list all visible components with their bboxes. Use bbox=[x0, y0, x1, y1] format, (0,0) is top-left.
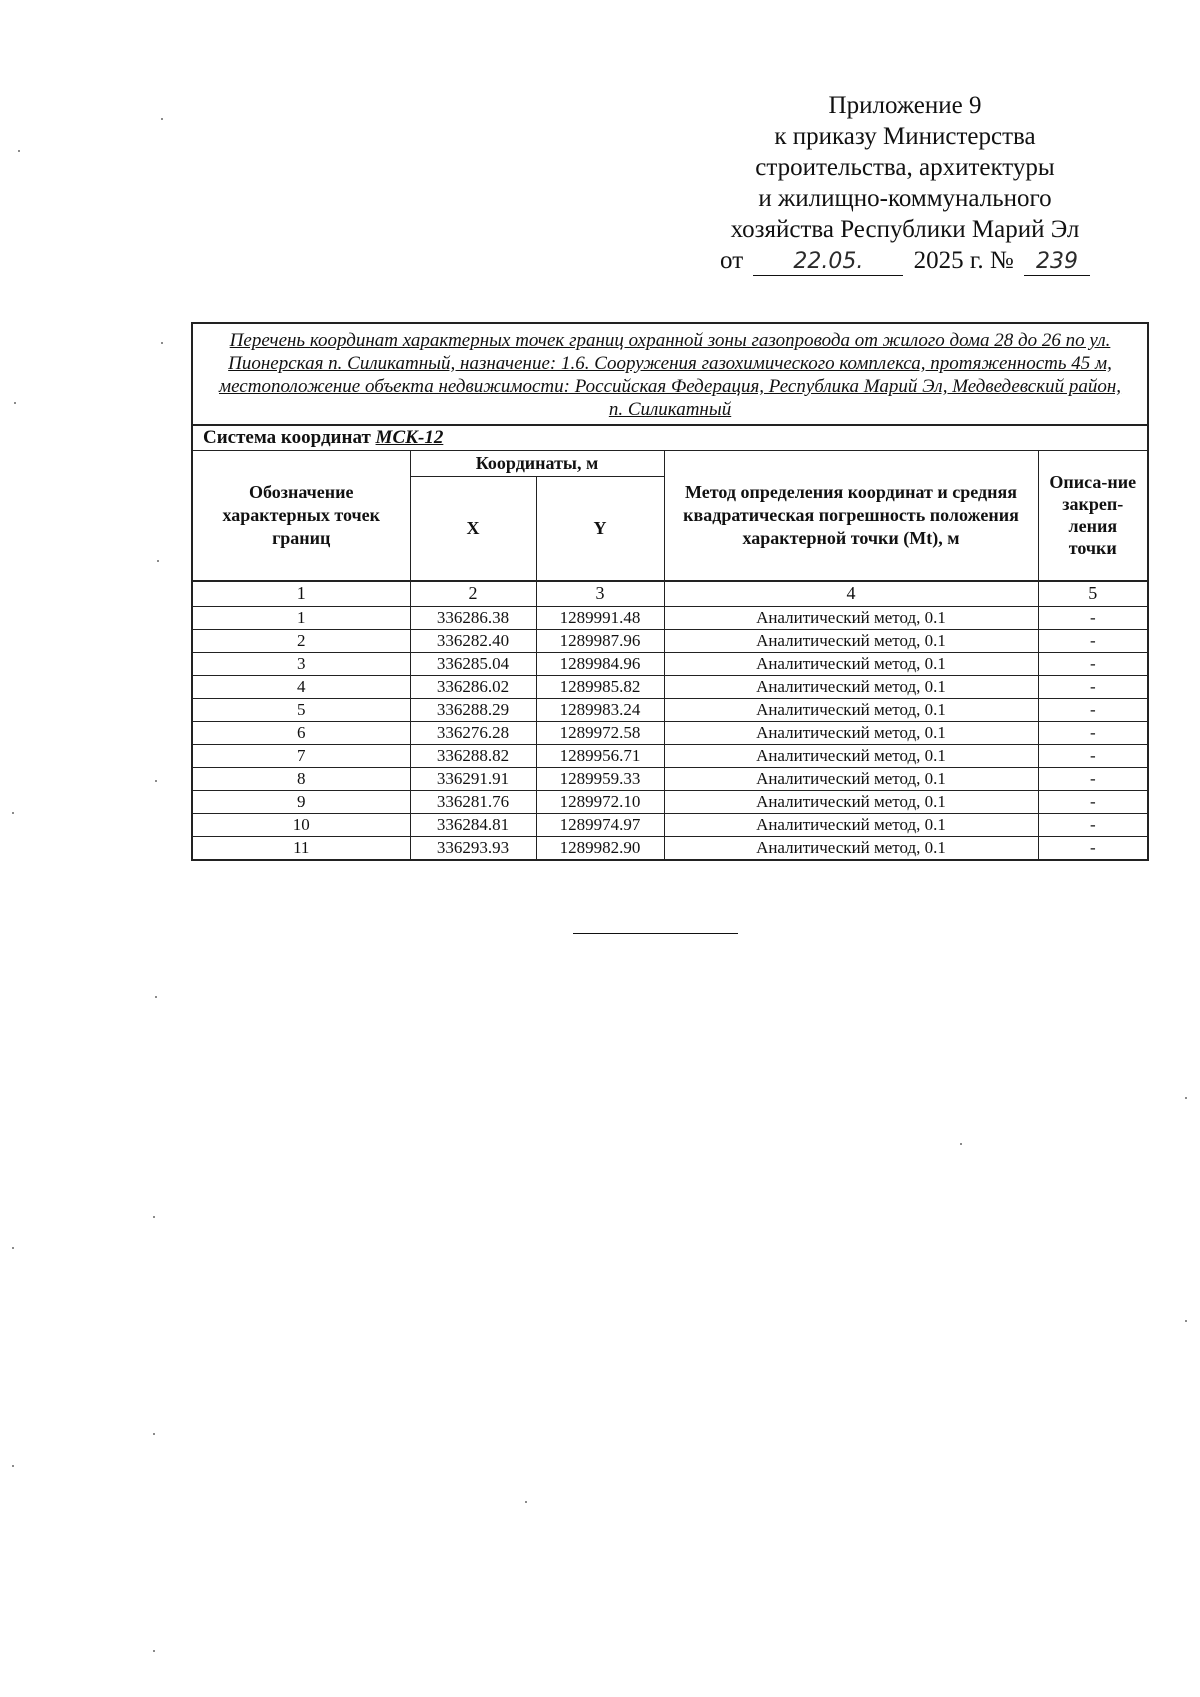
x-value: 336288.82 bbox=[410, 744, 536, 767]
column-number-row bbox=[192, 581, 1148, 607]
table-title: Перечень координат характерных точек границ охранной зоны газопровода от жилого дома 28 до 26 по ул. Пионерская п. Силикатный, назначение: 1.6. Сооружения газохимического комплекса, протяженность 45 м, местоположение объекта недвижимости: Российская Федерация, Республика Марий Эл, Медведевский район, п. Силикатный bbox=[192, 323, 1148, 425]
header-method: Метод определения координат и средняя квадратическая погрешность положения характерной точки (Mt), м bbox=[664, 451, 1038, 581]
coordinates-table-wrapper bbox=[191, 322, 1147, 861]
scan-speck bbox=[1185, 1320, 1187, 1322]
scan-speck bbox=[155, 996, 157, 998]
method-value: Аналитический метод, 0.1 bbox=[664, 698, 1038, 721]
scan-speck bbox=[12, 812, 14, 814]
y-value: 1289974.97 bbox=[536, 813, 664, 836]
table-row bbox=[192, 836, 1148, 860]
y-value: 1289983.24 bbox=[536, 698, 664, 721]
y-value: 1289991.48 bbox=[536, 606, 664, 629]
coordinate-system-value: МСК-12 bbox=[375, 427, 444, 448]
appendix-line-1: Приложение 9 bbox=[828, 92, 982, 119]
scan-speck bbox=[960, 1143, 962, 1145]
y-value: 1289959.33 bbox=[536, 767, 664, 790]
x-value: 336288.29 bbox=[410, 698, 536, 721]
appendix-line-2: к приказу Министерства bbox=[774, 123, 1036, 150]
method-value: Аналитический метод, 0.1 bbox=[664, 652, 1038, 675]
column-number: 5 bbox=[1038, 581, 1148, 607]
table-row bbox=[192, 744, 1148, 767]
description-value: - bbox=[1038, 790, 1148, 813]
x-value: 336282.40 bbox=[410, 629, 536, 652]
scan-speck bbox=[153, 1650, 155, 1652]
table-row bbox=[192, 675, 1148, 698]
x-value: 336281.76 bbox=[410, 790, 536, 813]
description-value: - bbox=[1038, 744, 1148, 767]
method-value: Аналитический метод, 0.1 bbox=[664, 790, 1038, 813]
scan-speck bbox=[161, 342, 163, 344]
description-value: - bbox=[1038, 675, 1148, 698]
appendix-line-3: строительства, архитектуры bbox=[755, 154, 1055, 181]
table-row bbox=[192, 698, 1148, 721]
closing-rule bbox=[573, 933, 738, 934]
table-row bbox=[192, 767, 1148, 790]
y-value: 1289972.10 bbox=[536, 790, 664, 813]
point-number: 7 bbox=[192, 744, 410, 767]
column-number: 2 bbox=[410, 581, 536, 607]
table-row bbox=[192, 790, 1148, 813]
coordinate-system-row bbox=[192, 425, 1148, 451]
point-number: 2 bbox=[192, 629, 410, 652]
point-number: 5 bbox=[192, 698, 410, 721]
handwritten-date: 22.05. bbox=[753, 249, 903, 276]
header-x: X bbox=[410, 477, 536, 581]
scan-speck bbox=[525, 1501, 527, 1503]
method-value: Аналитический метод, 0.1 bbox=[664, 836, 1038, 860]
column-number: 3 bbox=[536, 581, 664, 607]
x-value: 336291.91 bbox=[410, 767, 536, 790]
point-number: 3 bbox=[192, 652, 410, 675]
scan-speck bbox=[12, 1465, 14, 1467]
method-value: Аналитический метод, 0.1 bbox=[664, 744, 1038, 767]
y-value: 1289984.96 bbox=[536, 652, 664, 675]
description-value: - bbox=[1038, 629, 1148, 652]
table-row bbox=[192, 606, 1148, 629]
coordinates-table bbox=[191, 322, 1149, 861]
y-value: 1289956.71 bbox=[536, 744, 664, 767]
appendix-line-5: хозяйства Республики Марий Эл bbox=[730, 216, 1080, 243]
description-value: - bbox=[1038, 606, 1148, 629]
scan-speck bbox=[161, 118, 163, 120]
point-number: 4 bbox=[192, 675, 410, 698]
point-number: 10 bbox=[192, 813, 410, 836]
method-value: Аналитический метод, 0.1 bbox=[664, 606, 1038, 629]
table-row bbox=[192, 813, 1148, 836]
header-y: Y bbox=[536, 477, 664, 581]
method-value: Аналитический метод, 0.1 bbox=[664, 675, 1038, 698]
column-number: 4 bbox=[664, 581, 1038, 607]
method-value: Аналитический метод, 0.1 bbox=[664, 813, 1038, 836]
header-point-designation: Обозначение характерных точек границ bbox=[192, 451, 410, 581]
scan-speck bbox=[153, 1216, 155, 1218]
scan-speck bbox=[14, 402, 16, 404]
description-value: - bbox=[1038, 652, 1148, 675]
scan-speck bbox=[157, 560, 159, 562]
point-number: 6 bbox=[192, 721, 410, 744]
description-value: - bbox=[1038, 813, 1148, 836]
x-value: 336286.02 bbox=[410, 675, 536, 698]
point-number: 1 bbox=[192, 606, 410, 629]
header-coordinates: Координаты, м bbox=[410, 451, 664, 477]
table-row bbox=[192, 652, 1148, 675]
x-value: 336285.04 bbox=[410, 652, 536, 675]
table-row bbox=[192, 629, 1148, 652]
method-value: Аналитический метод, 0.1 bbox=[664, 629, 1038, 652]
scan-speck bbox=[155, 780, 157, 782]
header-description: Описа-ние закреп-ления точки bbox=[1038, 451, 1148, 581]
appendix-line-4: и жилищно-коммунального bbox=[758, 185, 1052, 212]
y-value: 1289985.82 bbox=[536, 675, 664, 698]
appendix-header bbox=[690, 90, 1120, 276]
order-year-number-label: 2025 г. № bbox=[913, 247, 1014, 274]
x-value: 336276.28 bbox=[410, 721, 536, 744]
y-value: 1289987.96 bbox=[536, 629, 664, 652]
scan-speck bbox=[153, 1433, 155, 1435]
point-number: 8 bbox=[192, 767, 410, 790]
method-value: Аналитический метод, 0.1 bbox=[664, 767, 1038, 790]
point-number: 9 bbox=[192, 790, 410, 813]
scan-speck bbox=[18, 150, 20, 152]
description-value: - bbox=[1038, 698, 1148, 721]
y-value: 1289982.90 bbox=[536, 836, 664, 860]
table-row bbox=[192, 721, 1148, 744]
description-value: - bbox=[1038, 836, 1148, 860]
handwritten-order-number: 239 bbox=[1024, 249, 1090, 276]
x-value: 336284.81 bbox=[410, 813, 536, 836]
y-value: 1289972.58 bbox=[536, 721, 664, 744]
point-number: 11 bbox=[192, 836, 410, 860]
date-prefix: от bbox=[720, 247, 744, 274]
order-date-line bbox=[690, 245, 1120, 276]
description-value: - bbox=[1038, 767, 1148, 790]
method-value: Аналитический метод, 0.1 bbox=[664, 721, 1038, 744]
x-value: 336293.93 bbox=[410, 836, 536, 860]
scan-speck bbox=[12, 1247, 14, 1249]
x-value: 336286.38 bbox=[410, 606, 536, 629]
scan-speck bbox=[1185, 1097, 1187, 1099]
description-value: - bbox=[1038, 721, 1148, 744]
column-number: 1 bbox=[192, 581, 410, 607]
coordinate-system-label: Система координат bbox=[203, 427, 371, 448]
